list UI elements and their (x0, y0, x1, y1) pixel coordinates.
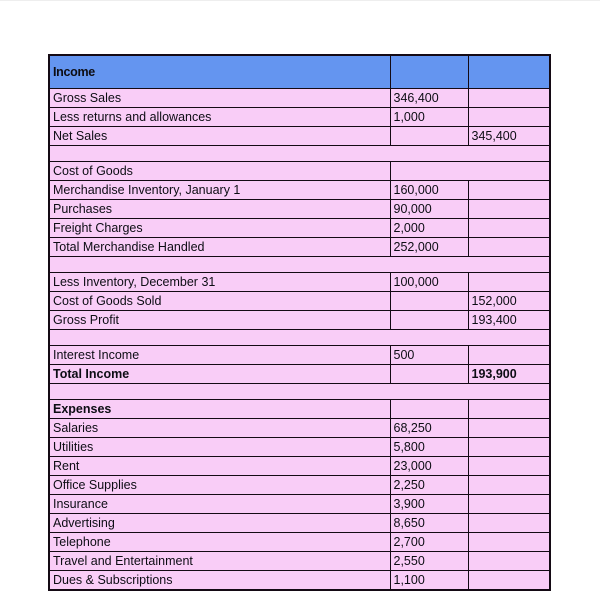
row-subtotal-value[interactable] (390, 400, 468, 419)
table-row (49, 400, 550, 419)
row-label[interactable]: Office Supplies (49, 476, 390, 495)
row-label[interactable]: Insurance (49, 495, 390, 514)
row-total-value[interactable] (468, 238, 550, 257)
row-total-value[interactable] (468, 273, 550, 292)
row-subtotal-value[interactable]: 23,000 (390, 457, 468, 476)
table-row (49, 273, 550, 292)
table-row (49, 457, 550, 476)
row-total-value[interactable] (468, 108, 550, 127)
title-total-cell[interactable] (468, 55, 550, 89)
row-total-value[interactable]: 193,900 (468, 365, 550, 384)
table-title-row (49, 55, 550, 89)
row-subtotal-value[interactable]: 2,000 (390, 219, 468, 238)
table-row (49, 108, 550, 127)
row-label[interactable]: Telephone (49, 533, 390, 552)
row-label[interactable]: Interest Income (49, 346, 390, 365)
table-row (49, 476, 550, 495)
row-total-value[interactable] (468, 200, 550, 219)
row-label[interactable]: Travel and Entertainment (49, 552, 390, 571)
row-subtotal-value[interactable]: 160,000 (390, 181, 468, 200)
row-label[interactable]: Total Merchandise Handled (49, 238, 390, 257)
row-total-value[interactable] (468, 476, 550, 495)
row-label[interactable]: Advertising (49, 514, 390, 533)
table-row (49, 127, 550, 146)
row-label[interactable]: Merchandise Inventory, January 1 (49, 181, 390, 200)
row-subtotal-value[interactable]: 2,700 (390, 533, 468, 552)
title-subtotal-cell[interactable] (390, 55, 468, 89)
table-spacer-row (49, 146, 550, 162)
row-label[interactable]: Salaries (49, 419, 390, 438)
row-label[interactable]: Freight Charges (49, 219, 390, 238)
row-subtotal-value[interactable]: 346,400 (390, 89, 468, 108)
row-subtotal-value[interactable] (390, 365, 468, 384)
row-total-value[interactable] (468, 181, 550, 200)
row-subtotal-value[interactable] (390, 292, 468, 311)
row-subtotal-value[interactable]: 252,000 (390, 238, 468, 257)
table-row (49, 533, 550, 552)
income-statement-viewport[interactable] (48, 54, 549, 587)
row-total-value[interactable] (468, 552, 550, 571)
row-subtotal-value[interactable]: 5,800 (390, 438, 468, 457)
row-label[interactable]: Gross Profit (49, 311, 390, 330)
table-spacer-row (49, 257, 550, 273)
spacer-cell[interactable] (49, 330, 550, 346)
row-label[interactable]: Cost of Goods Sold (49, 292, 390, 311)
income-statement-table[interactable] (48, 54, 551, 591)
spacer-cell[interactable] (49, 384, 550, 400)
row-subtotal-value[interactable]: 68,250 (390, 419, 468, 438)
table-spacer-row (49, 330, 550, 346)
row-total-value[interactable] (468, 533, 550, 552)
row-total-value[interactable]: 152,000 (468, 292, 550, 311)
row-subtotal-value[interactable]: 1,100 (390, 571, 468, 591)
row-total-value[interactable] (468, 400, 550, 419)
table-row (49, 238, 550, 257)
row-label[interactable]: Purchases (49, 200, 390, 219)
row-subtotal-value[interactable]: 8,650 (390, 514, 468, 533)
row-label[interactable]: Less Inventory, December 31 (49, 273, 390, 292)
row-total-value[interactable] (468, 346, 550, 365)
row-label[interactable]: Expenses (49, 400, 390, 419)
row-total-value[interactable] (468, 495, 550, 514)
table-row (49, 89, 550, 108)
table-spacer-row (49, 384, 550, 400)
table-row (49, 514, 550, 533)
row-label[interactable]: Net Sales (49, 127, 390, 146)
row-value-merged[interactable] (390, 162, 550, 181)
table-row (49, 346, 550, 365)
row-label[interactable]: Cost of Goods (49, 162, 390, 181)
table-row (49, 181, 550, 200)
row-label[interactable]: Gross Sales (49, 89, 390, 108)
row-subtotal-value[interactable] (390, 127, 468, 146)
table-row (49, 200, 550, 219)
row-subtotal-value[interactable]: 3,900 (390, 495, 468, 514)
row-total-value[interactable] (468, 219, 550, 238)
spacer-cell[interactable] (49, 257, 550, 273)
row-subtotal-value[interactable]: 500 (390, 346, 468, 365)
table-row (49, 552, 550, 571)
row-total-value[interactable] (468, 457, 550, 476)
table-row (49, 311, 550, 330)
row-label[interactable]: Rent (49, 457, 390, 476)
table-row (49, 365, 550, 384)
row-total-value[interactable] (468, 571, 550, 591)
table-row (49, 292, 550, 311)
row-subtotal-value[interactable]: 2,250 (390, 476, 468, 495)
row-label[interactable]: Total Income (49, 365, 390, 384)
table-row (49, 571, 550, 591)
row-subtotal-value[interactable]: 90,000 (390, 200, 468, 219)
row-label[interactable]: Dues & Subscriptions (49, 571, 390, 591)
row-subtotal-value[interactable]: 2,550 (390, 552, 468, 571)
table-row (49, 219, 550, 238)
row-total-value[interactable]: 345,400 (468, 127, 550, 146)
row-total-value[interactable] (468, 438, 550, 457)
row-subtotal-value[interactable] (390, 311, 468, 330)
row-subtotal-value[interactable]: 1,000 (390, 108, 468, 127)
row-label[interactable]: Utilities (49, 438, 390, 457)
row-total-value[interactable]: 193,400 (468, 311, 550, 330)
spacer-cell[interactable] (49, 146, 550, 162)
row-total-value[interactable] (468, 514, 550, 533)
table-row (49, 438, 550, 457)
row-total-value[interactable] (468, 89, 550, 108)
row-total-value[interactable] (468, 419, 550, 438)
income-statement-body (49, 55, 550, 590)
row-label[interactable]: Less returns and allowances (49, 108, 390, 127)
table-row (49, 419, 550, 438)
table-row (49, 495, 550, 514)
table-row (49, 162, 550, 181)
row-subtotal-value[interactable]: 100,000 (390, 273, 468, 292)
page-title: Income (49, 55, 390, 89)
